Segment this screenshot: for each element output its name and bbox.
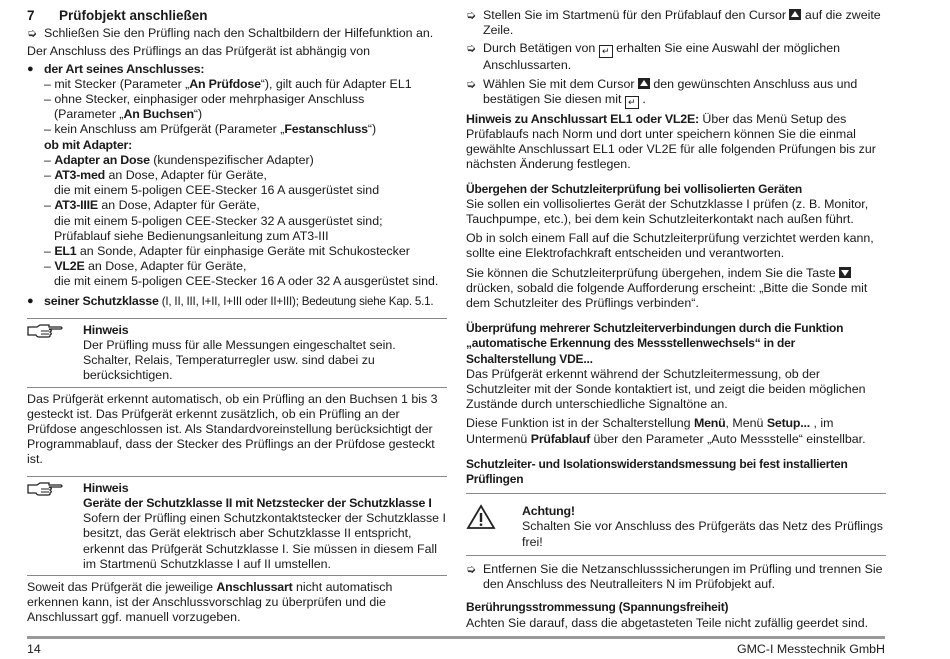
cursor-up-key-icon <box>638 78 650 89</box>
heading-multiple-pe: Überprüfung mehrerer Schutzleiterverbindungen durch die Funktion „automatische Erkennung des Messstellenwechsels“ in der Schalterstellung VDE... <box>466 321 844 366</box>
section-number: 7 <box>27 8 35 23</box>
enter-key-icon: ↵ <box>599 45 613 58</box>
warning-text: Schalten Sie vor Anschluss des Prüfgeräts das Netz des Prüflings frei! <box>522 519 883 549</box>
section-heading <box>27 8 447 23</box>
note-title: Hinweis <box>83 480 129 495</box>
instruction-step: ➭ Durch Betätigen von ↵ erhalten Sie eine Auswahl der möglichen Anschlussarten. <box>466 41 841 73</box>
heading-skip-pe-test: Übergehen der Schutzleiterprüfung bei vollisolierten Geräten <box>466 181 803 196</box>
instruction-step: ➭ Wählen Sie mit dem Cursor den gewünschten Anschluss aus und bestätigen Sie diesen mit ↵ . <box>466 76 858 107</box>
section-title: Prüfobjekt anschließen <box>59 8 208 23</box>
bullet-icon: ● <box>27 294 34 307</box>
bullet-protection-class: ● seiner Schutzklasse (I, II, III, I+II, I+III oder II+III); Bedeutung siehe Kap. 5.1. <box>27 293 434 308</box>
instruction-step: ➭ Entfernen Sie die Netzanschlusssicherungen im Prüfling und trennen Sie den Anschluss des Neutralleiters N im Prüfobjekt auf. <box>466 561 883 592</box>
warning-triangle-icon <box>466 504 522 550</box>
page-number: 14 <box>27 642 41 656</box>
cursor-down-key-icon <box>839 267 851 278</box>
warning-title: Achtung! <box>522 504 575 519</box>
warning-box <box>466 493 886 556</box>
enter-key-icon: ↵ <box>625 96 639 109</box>
cursor-up-key-icon <box>789 9 801 20</box>
heading-touch-current: Berührungsstrommessung (Spannungsfreiheit) <box>466 600 729 615</box>
note-subtitle: Geräte der Schutzklasse II mit Netzstecker der Schutzklasse I <box>83 495 432 510</box>
heading-fixed-installed: Schutzleiter- und Isolationswiderstandsmessung bei fest installierten Prüflingen <box>466 456 848 487</box>
manual-selection-text: Soweit das Prüfgerät die jeweilige Anschlussart nicht automatisch erkennen kann, ist der Anschlussvorschlag zu überprüfen und die Anschlussart ggf. manuell vorzugeben. <box>27 579 393 625</box>
right-column: ➭ Stellen Sie im Startmenü für den Prüfablauf den Cursor auf die zweite Zeile. ➭ Durch Betätigen von ↵ erhalten Sie eine Auswahl der möglichen Anschlussarten. ➭ Wählen Sie mit dem Cursor den gewünschten Anschluss aus und bestätigen Sie diesen mit ↵ . Hinweis zu Anschlussart EL1 oder VL2E: Über das Menü Setup des Prüfablaufs nach Norm und dort unter speichern können Sie die einmal gewählte Anschlussart EL1 oder VL2E für alle folgenden Prüfungen bis zur nächsten Änderung festlegen. Übergehen der Schutzleiterprüfung bei vollisolierten Geräten Sie sollen ein vollisoliertes Gerät der Schutzklasse I prüfen (z. B. Monitor, Tauchpumpe, etc.), bei dem kein Schutzleiterkontakt nach außen führt. Ob in solch einem Fall auf die Schutzleiterprüfung verzichtet werden kann, sollte eine Elektrofachkraft entscheiden und verantworten. Sie können die Schutzleiterprüfung übergehen, indem Sie die Taste drücken, sobald die folgende Aufforderung erscheint: „Bitte die Sonde mit dem Schutzleiter des Prüflings verbinden“. Überprüfung mehrerer Schutzleiterverbindungen durch die Funktion „automatische Erkennung des Messstellenwechsels“ in der Schalterstellung VDE... Das Prüfgerät erkennt während der Schutzleitermessung, ob der Schutzleiter mit der Sonde kontaktiert ist, und zeigt die beiden möglichen Zustände durch unterschiedliche Signaltöne an. Diese Funktion ist in der Schalterstellung Menü, Menü Setup... , im Untermenü Prüfablauf über den Parameter „Auto Messstelle“ einstellbar. Schutzleiter- und Isolationswiderstandsmessung bei fest installierten Prüflingen Achtung! Schalten Sie vor Anschluss des Prüfgeräts das Netz des Prüflings frei! ➭ Entfernen Sie die Netzanschlusssicherungen im Prüfling und trennen Sie den Anschluss des Neutralleiters N im Prüfobjekt auf. Berührungsstrommessung (Spannungsfreiheit) Achten Sie darauf, dass die abgetasteten Teile nicht zufällig geerdet sind. <box>466 8 886 631</box>
arrow-icon: ➭ <box>27 26 38 41</box>
pointing-hand-icon <box>27 481 83 572</box>
left-column: 7 Prüfobjekt anschließen ➭ Schließen Sie den Prüfling nach den Schaltbildern der Hilfefunktion an. Der Anschluss des Prüflings an das Prüfgerät ist abhängig von ● der Art seines Anschlusses: – mit Stecker (Parameter „An Prüfdose“), gilt auch für Adapter EL1 – ohne Stecker, einphasiger oder mehrphasiger Anschluss (Parameter „An Buchsen“) – kein Anschluss am Prüfgerät (Parameter „Festanschluss“) ob mit Adapter: – Adapter an Dose (kundenspezifischer Adapter) – AT3-med an Dose, Adapter für Geräte, die mit einem 5-poligen CEE-Stecker 16 A ausgerüstet sind – AT3-IIIE an Dose, Adapter für Geräte, die mit einem 5-poligen CEE-Stecker 32 A ausgerüstet sind; Prüfablauf siehe Bedienungsanleitung zum AT3-III – EL1 an Sonde, Adapter für einphasige Geräte mit Schukostecker – VL2E an Dose, Adapter für Geräte, die mit einem 5-poligen CEE-Stecker 16 A oder 32 A ausgerüstet sind. ● seiner Schutzklasse (I, II, III, I+II, I+III oder II+III); Bedeutung siehe Kap. 5.1. Hinweis Der Prüfling muss für alle Messungen eingeschaltet sein. Schalter, Relais, Temperaturregler usw. sind dabei zu berücksichtigen. Das Prüfgerät erkennt automatisch, ob ein Prüfling an den Buchsen 1 bis 3 gesteckt ist. Das Prüfgerät erkennt zusätzlich, ob ein Prüfling an der Prüfdose angeschlossen ist. Als Standardvoreinstellung berücksichtigt der Programmablauf, dass der Stecker des Prüflings an der Prüfdose gesteckt ist. Hinweis Geräte der Schutzklasse II mit Netzstecker der Schutzklasse I Sofern der Prüfling einen Schutzkontaktstecker der Schutzklasse I besitzt, das Gerät elektrisch aber Schutzklasse II entspricht, erkennt das Prüfgerät Schutzklasse I. Sie müssen in diesem Fall im Startmenü Schutzklasse I auf II umstellen. Soweit das Prüfgerät die jeweilige Anschlussart nicht automatisch erkennen kann, ist der Anschlussvorschlag zu überprüfen und die Anschlussart ggf. manuell vorzugeben. <box>27 8 446 625</box>
footer-divider <box>27 636 885 639</box>
dependency-text: Der Anschluss des Prüflings an das Prüfgerät ist abhängig von <box>27 44 371 59</box>
bullet-connection-type: ● der Art seines Anschlusses: <box>27 61 205 76</box>
company-name: GMC-I Messtechnik GmbH <box>736 642 885 656</box>
auto-detect-text: Das Prüfgerät erkennt automatisch, ob ein Prüfling an den Buchsen 1 bis 3 gesteckt ist. Das Prüfgerät erkennt zusätzlich, ob ein Prüfling an der Prüfdose angeschlossen ist. Als Standardvoreinstellung berücksichtigt der Programmablauf, dass der Stecker des Prüflings an der Prüfdose gesteckt ist. <box>27 391 438 467</box>
el-note-text: Hinweis zu Anschlussart EL1 oder VL2E: Über das Menü Setup des Prüfablaufs nach Norm und dort unter speichern können Sie die einmal gewählte Anschlussart EL1 oder VL2E für alle folgenden Prüfungen bis zur nächsten Änderung festlegen. <box>466 111 876 172</box>
arrow-icon: ➭ <box>466 41 477 56</box>
arrow-icon: ➭ <box>466 76 477 91</box>
bullet-icon: ● <box>27 62 34 75</box>
instruction-step: ➭ Stellen Sie im Startmenü für den Prüfablauf den Cursor auf die zweite Zeile. <box>466 8 881 38</box>
note-text: Der Prüfling muss für alle Messungen eingeschaltet sein. Schalter, Relais, Temperaturregler usw. sind dabei zu berücksichtigen. <box>83 338 396 383</box>
pointing-hand-icon <box>27 323 83 384</box>
note-title: Hinweis <box>83 322 129 337</box>
instruction-step: ➭ Schließen Sie den Prüfling nach den Schaltbildern der Hilfefunktion an. <box>27 26 434 41</box>
note-text: Sofern der Prüfling einen Schutzkontaktstecker der Schutzklasse I besitzt, das Gerät elektrisch aber Schutzklasse II entspricht, erkennt das Prüfgerät Schutzklasse I. Sie müssen in diesem Fall im Startmenü Schutzklasse I auf II umstellen. <box>83 511 446 571</box>
note-box-protection-class <box>27 476 447 576</box>
arrow-icon: ➭ <box>466 561 477 576</box>
arrow-icon: ➭ <box>466 8 477 22</box>
note-box <box>27 318 447 388</box>
